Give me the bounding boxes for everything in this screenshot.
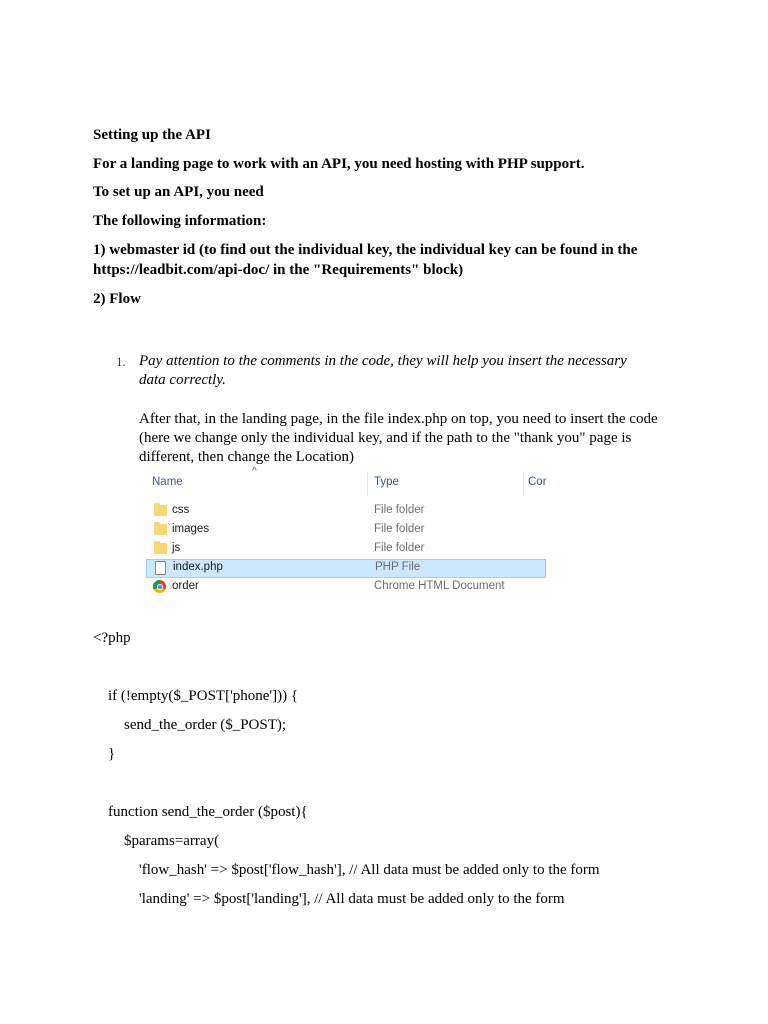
file-row-order[interactable] — [146, 578, 546, 597]
file-type: Chrome HTML Document — [374, 580, 505, 592]
after-line2: (here we change only the individual key, and if the path to the "thank you" page is — [139, 430, 632, 446]
chrome-icon — [153, 580, 166, 593]
file-type: File folder — [374, 542, 425, 554]
item1-line2: https://leadbit.com/api-doc/ in the "Requirements" block) — [93, 262, 464, 278]
file-type: File folder — [374, 523, 425, 535]
file-icon — [155, 561, 166, 575]
folder-icon — [154, 524, 167, 535]
code-line: 'flow_hash' => $post['flow_hash'], // All data must be added only to the form — [139, 862, 600, 878]
code-line: 'landing' => $post['landing'], // All data must be added only to the form — [139, 891, 565, 907]
code-line: function send_the_order ($post){ — [108, 804, 308, 820]
page-heading: Setting up the API — [93, 127, 211, 143]
code-line: } — [108, 746, 116, 762]
sort-arrow-icon: ^ — [252, 466, 257, 477]
info-text: The following information: — [93, 213, 267, 229]
file-name: images — [172, 523, 210, 535]
note-line2: data correctly. — [139, 372, 226, 388]
column-name[interactable]: Name — [152, 476, 183, 488]
file-row-css[interactable] — [146, 502, 546, 521]
intro-text: For a landing page to work with an API, you need hosting with PHP support. — [93, 156, 585, 172]
note-line1: Pay attention to the comments in the code, they will help you insert the necessary — [139, 353, 627, 369]
after-line3: different, then change the Location) — [139, 449, 355, 465]
file-name: order — [172, 580, 199, 592]
code-line: <?php — [93, 630, 131, 646]
setup-text: To set up an API, you need — [93, 184, 264, 200]
file-explorer-screenshot — [146, 468, 548, 600]
file-row-images[interactable] — [146, 521, 546, 540]
item2-text: 2) Flow — [93, 291, 141, 307]
file-name: index.php — [173, 561, 223, 573]
item1-line1: 1) webmaster id (to find out the individual key, the individual key can be found in the — [93, 242, 638, 258]
after-line1: After that, in the landing page, in the file index.php on top, you need to insert the code — [139, 411, 658, 427]
file-row-js[interactable] — [146, 540, 546, 559]
file-type: File folder — [374, 504, 425, 516]
file-name: js — [172, 542, 181, 554]
file-name: css — [172, 504, 190, 516]
code-line: send_the_order ($_POST); — [124, 717, 287, 733]
folder-icon — [154, 505, 167, 516]
file-type: PHP File — [375, 561, 421, 573]
folder-icon — [154, 543, 167, 554]
file-row-index-php[interactable] — [146, 559, 546, 578]
column-type[interactable]: Type — [374, 476, 399, 488]
list-number: 1. — [116, 354, 126, 369]
code-line: $params=array( — [124, 833, 220, 849]
code-line: if (!empty($_POST['phone'])) { — [108, 688, 299, 704]
column-comp[interactable]: Cor — [528, 476, 547, 488]
